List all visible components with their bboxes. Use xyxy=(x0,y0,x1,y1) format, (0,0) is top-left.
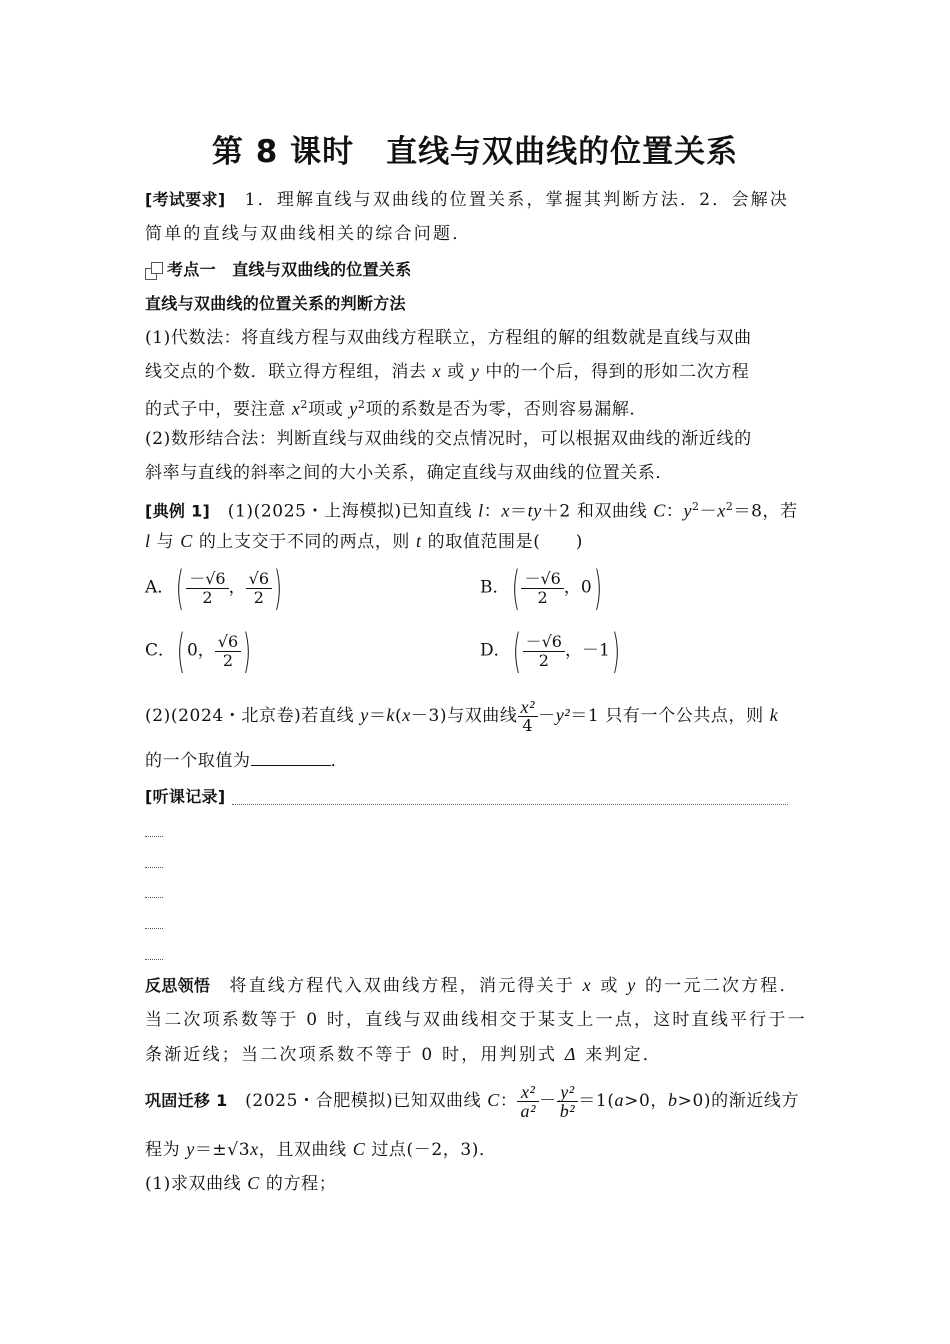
requirement-tag: [考试要求] xyxy=(145,190,226,209)
example-line-1: [典例 1] (1)(2025・上海模拟)已知直线 l：x＝ty＋2 和双曲线 C：$y^2-x^2=8$，若 xyxy=(145,500,798,522)
requirement-line-2: 简单的直线与双曲线相关的综合问题． xyxy=(145,224,472,244)
reflection-line-3: 条渐近线；当二次项系数不等于 0 时，用判别式 Δ 来判定． xyxy=(145,1044,662,1065)
section-heading: 考点一 直线与双曲线的位置关系 xyxy=(145,258,412,282)
reflection-line-1: 反思领悟 将直线方程代入双曲线方程，消元得关于 x 或 y 的一元二次方程． xyxy=(145,975,799,996)
answer-blank[interactable] xyxy=(251,751,331,766)
paragraph-1-line-3: 的式子中，要注意 $x^2$项或 $y^2$项的系数是否为零，否则容易漏解． xyxy=(145,398,648,420)
paragraph-1-line-1: (1)代数法：将直线方程与双曲线方程联立，方程组的解的组数就是直线与双曲 xyxy=(145,328,752,348)
notes-line[interactable] xyxy=(145,928,163,929)
practice-line-2: 程为 y＝±√3x，且双曲线 C 过点(－2，3)． xyxy=(145,1139,497,1160)
paragraph-1-line-2: 线交点的个数．联立得方程组，消去 x 或 y 中的一个后，得到的形如二次方程 xyxy=(145,361,750,382)
page-title: 第 8 课时 直线与双曲线的位置关系 xyxy=(211,134,739,170)
practice-question-1: (1)求双曲线 C 的方程； xyxy=(145,1173,337,1194)
notes-rule xyxy=(232,804,788,805)
paragraph-2-line-1: (2)数形结合法：判断直线与双曲线的交点情况时，可以根据双曲线的渐近线的 xyxy=(145,429,752,449)
notes-tag: [听课记录] xyxy=(145,787,226,806)
section-subheading: 直线与双曲线的位置关系的判断方法 xyxy=(145,294,406,313)
example-tag: [典例 1] xyxy=(145,501,211,521)
notes-line[interactable] xyxy=(145,897,163,898)
question-2-line-1: (2)(2024・北京卷)若直线 y＝k(x－3)与双曲线 $\frac{\text{x²}}{4}$ －y²＝1 只有一个公共点，则 k xyxy=(145,697,779,735)
paragraph-2-line-2: 斜率与直线的斜率之间的大小关系，确定直线与双曲线的位置关系． xyxy=(145,463,673,483)
reflection-line-2: 当二次项系数等于 0 时，直线与双曲线相交于某支上一点，这时直线平行于一 xyxy=(145,1010,807,1030)
reflection-tag: 反思领悟 xyxy=(145,976,211,995)
option-a[interactable]: A．( $\frac{-√6}{2}$ ， $\frac{√6}{2}$ ) xyxy=(145,561,283,615)
option-c[interactable]: C．( 0， $\frac{√6}{2}$ ) xyxy=(145,624,252,678)
section-icon xyxy=(145,262,163,280)
practice-tag: 巩固迁移 1 xyxy=(145,1091,228,1110)
example-line-2: l 与 C 的上支交于不同的两点，则 t 的取值范围是( ) xyxy=(145,531,583,552)
option-b[interactable]: B．( $\frac{-√6}{2}$ ，0) xyxy=(480,561,602,615)
practice-line-1: 巩固迁移 1 (2025・合肥模拟)已知双曲线 C： $\frac{\text{x²}}{\text{a²}}$ － $\frac{\text{y²}}{\text{b²}}$ ＝1(a>0，b>0)的渐近线方 xyxy=(145,1082,800,1121)
notes-line[interactable] xyxy=(145,867,163,868)
option-d[interactable]: D．( $\frac{-√6}{2}$ ，－1) xyxy=(480,624,620,678)
question-2-line-2: 的一个取值为 ． xyxy=(145,751,349,771)
notes-line[interactable] xyxy=(145,836,163,837)
requirement-line-1: [考试要求] 1．理解直线与双曲线的位置关系，掌握其判断方法．2．会解决 xyxy=(145,190,790,210)
notes-line[interactable] xyxy=(145,959,163,960)
